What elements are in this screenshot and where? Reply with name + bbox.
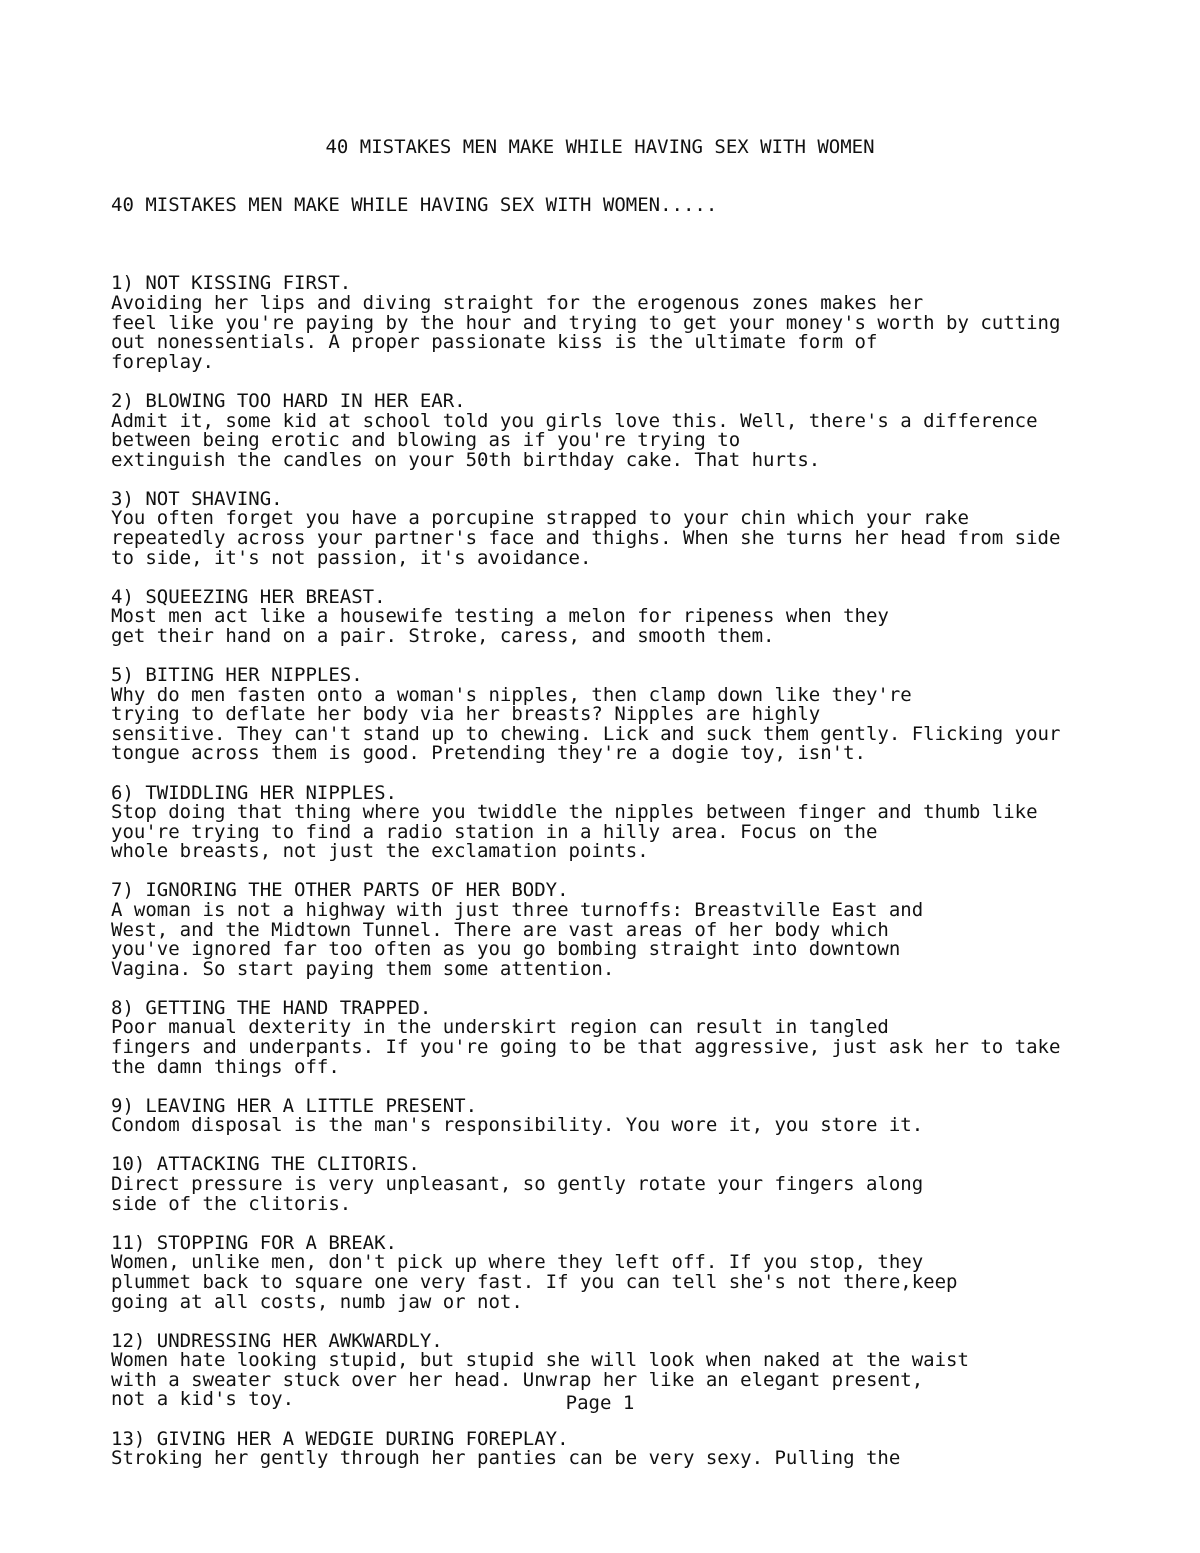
section-heading: 10) ATTACKING THE CLITORIS. <box>111 1153 420 1176</box>
page-number: Page 1 <box>565 1392 635 1414</box>
section-text-line: the damn things off. <box>111 1055 340 1078</box>
document-subtitle: 40 MISTAKES MEN MAKE WHILE HAVING SEX WITH WOMEN..... <box>111 194 718 217</box>
section-text-line: out nonessentials. A proper passionate kiss is the ultimate form of <box>111 331 878 354</box>
section-text-line: you've ignored far too often as you go bombing straight into downtown <box>111 938 901 961</box>
section-text-line: Most men act like a housewife testing a melon for ripeness when they <box>111 605 889 628</box>
section-heading: 8) GETTING THE HAND TRAPPED. <box>111 996 432 1019</box>
section-text-line: get their hand on a pair. Stroke, caress, and smooth them. <box>111 624 775 647</box>
section-text-line: repeatedly across your partner's face and thighs. When she turns her head from side <box>111 526 1061 549</box>
section-spacer <box>111 568 1111 588</box>
section-heading: 1) NOT KISSING FIRST. <box>111 272 352 295</box>
section-text-line: Direct pressure is very unpleasant, so gently rotate your fingers along <box>111 1173 924 1196</box>
section-heading: 2) BLOWING TOO HARD IN HER EAR. <box>111 389 466 412</box>
section-text-line: Avoiding her lips and diving straight for the erogenous zones makes her <box>111 292 924 315</box>
section-text-line: Condom disposal is the man's responsibility. You wore it, you store it. <box>111 1114 924 1137</box>
section-text-line: extinguish the candles on your 50th birthday cake. That hurts. <box>111 448 821 471</box>
section-text-line: not a kid's toy. <box>111 1388 295 1411</box>
section-text-line: tongue across them is good. Pretending they're a dogie toy, isn't. <box>111 742 866 765</box>
section-text-line: Poor manual dexterity in the underskirt region can result in tangled <box>111 1016 889 1039</box>
section-text-line: Women hate looking stupid, but stupid she will look when naked at the waist <box>111 1349 969 1372</box>
section-spacer <box>111 1077 1111 1097</box>
section-text-line: with a sweater stuck over her head. Unwrap her like an elegant present, <box>111 1368 924 1391</box>
section-text-line: between being erotic and blowing as if you're trying to <box>111 429 741 452</box>
section-spacer <box>111 372 1111 392</box>
section-text-line: A woman is not a highway with just three turnoffs: Breastville East and <box>111 898 924 921</box>
section-heading: 13) GIVING HER A WEDGIE DURING FOREPLAY. <box>111 1427 569 1450</box>
section-text-line: Admit it, some kid at school told you girls love this. Well, there's a difference <box>111 409 1038 432</box>
section-text-line: Stroking her gently through her panties can be very sexy. Pulling the <box>111 1447 901 1470</box>
section-heading: 4) SQUEEZING HER BREAST. <box>111 585 386 608</box>
section-heading: 5) BITING HER NIPPLES. <box>111 664 363 687</box>
section-heading: 11) STOPPING FOR A BREAK. <box>111 1231 397 1254</box>
section-text-line: foreplay. <box>111 350 214 373</box>
section-text-line: Women, unlike men, don't pick up where they left off. If you stop, they <box>111 1251 924 1274</box>
section-text-line: West, and the Midtown Tunnel. There are vast areas of her body which <box>111 918 889 941</box>
section-spacer <box>111 979 1111 999</box>
section-heading: 3) NOT SHAVING. <box>111 487 283 510</box>
section-text-line: sensitive. They can't stand up to chewing. Lick and suck them gently. Flicking your <box>111 722 1061 745</box>
document-body <box>111 157 1111 1469</box>
section-text-line: you're trying to find a radio station in a hilly area. Focus on the <box>111 820 878 843</box>
section-text-line: trying to deflate her body via her breasts? Nipples are highly <box>111 703 821 726</box>
section-text-line: fingers and underpants. If you're going to be that aggressive, just ask her to take <box>111 1036 1061 1059</box>
section-text-line: whole breasts, not just the exclamation points. <box>111 840 649 863</box>
section-text-line: to side, it's not passion, it's avoidance. <box>111 546 592 569</box>
section-spacer <box>111 470 1111 490</box>
section-spacer <box>111 1214 1111 1234</box>
section-text-line: feel like you're paying by the hour and trying to get your money's worth by cutting <box>111 311 1061 334</box>
section-spacer <box>111 1312 1111 1332</box>
section-text-line: Stop doing that thing where you twiddle the nipples between finger and thumb like <box>111 801 1038 824</box>
section-spacer <box>111 764 1111 784</box>
section-heading: 7) IGNORING THE OTHER PARTS OF HER BODY. <box>111 879 569 902</box>
section-text-line: Vagina. So start paying them some attention. <box>111 957 615 980</box>
section-text-line: Why do men fasten onto a woman's nipples, then clamp down like they're <box>111 683 912 706</box>
section-text-line: going at all costs, numb jaw or not. <box>111 1290 523 1313</box>
section-heading: 12) UNDRESSING HER AWKWARDLY. <box>111 1329 443 1352</box>
section-heading: 6) TWIDDLING HER NIPPLES. <box>111 781 397 804</box>
section-heading: 9) LEAVING HER A LITTLE PRESENT. <box>111 1094 478 1117</box>
section-text-line: plummet back to square one very fast. If you can tell she's not there,keep <box>111 1270 958 1293</box>
document-title: 40 MISTAKES MEN MAKE WHILE HAVING SEX WITH WOMEN <box>325 136 875 158</box>
section-text-line: You often forget you have a porcupine strapped to your chin which your rake <box>111 507 969 530</box>
section-text-line: side of the clitoris. <box>111 1192 352 1215</box>
